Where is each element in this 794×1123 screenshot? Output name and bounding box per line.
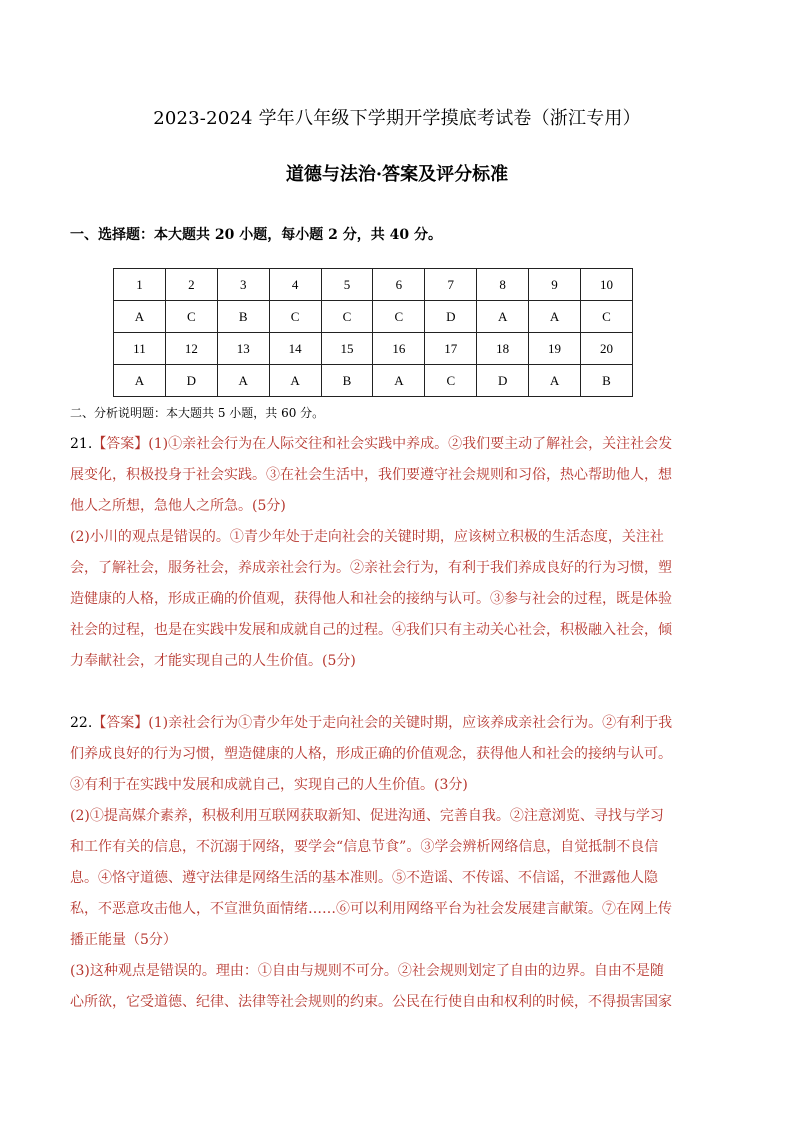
- answer-tag: 【答案】: [92, 436, 149, 452]
- table-cell: C: [373, 301, 425, 333]
- table-cell: 20: [581, 333, 633, 365]
- table-cell: C: [165, 301, 217, 333]
- table-cell: 9: [529, 269, 581, 301]
- table-cell: 6: [373, 269, 425, 301]
- question-number: 22.: [70, 715, 93, 731]
- table-cell: 2: [165, 269, 217, 301]
- table-cell: 13: [217, 333, 269, 365]
- table-cell: A: [269, 365, 321, 397]
- table-cell: 3: [217, 269, 269, 301]
- table-cell: C: [269, 301, 321, 333]
- answer-tag: 【答案】: [92, 715, 149, 731]
- section2-heading: 二、分析说明题：本大题共 5 小题，共 60 分。: [70, 406, 325, 420]
- table-cell: A: [529, 365, 581, 397]
- table-cell: D: [477, 365, 529, 397]
- answer-22: [70, 708, 676, 1018]
- table-cell: 11: [114, 333, 166, 365]
- table-cell: A: [114, 365, 166, 397]
- table-cell: 4: [269, 269, 321, 301]
- table-cell: B: [581, 365, 633, 397]
- table-cell: A: [529, 301, 581, 333]
- table-cell: B: [217, 301, 269, 333]
- answer-21: [70, 429, 676, 677]
- table-cell: 7: [425, 269, 477, 301]
- table-cell: D: [165, 365, 217, 397]
- table-cell: 16: [373, 333, 425, 365]
- table-cell: A: [217, 365, 269, 397]
- table-cell: C: [425, 365, 477, 397]
- table-cell: C: [321, 301, 373, 333]
- table-cell: 10: [581, 269, 633, 301]
- table-cell: 17: [425, 333, 477, 365]
- table-cell: A: [114, 301, 166, 333]
- page-subtitle: 道德与法治·答案及评分标准: [285, 164, 509, 185]
- table-row: [114, 301, 633, 333]
- answer-table: [113, 268, 633, 397]
- question-number: 21.: [70, 436, 93, 452]
- table-cell: 19: [529, 333, 581, 365]
- table-row: [114, 269, 633, 301]
- answer-22-part3: (3)这种观点是错误的。理由：①自由与规则不可分。②社会规则划定了自由的边界。自由不是随心所欲，它受道德、纪律、法律等社会规则的约束。公民在行使自由和权利的时候，不得损害国家: [70, 963, 672, 1010]
- table-cell: 15: [321, 333, 373, 365]
- answer-text: (1)①亲社会行为在人际交往和社会实践中养成。②我们要主动了解社会，关注社会发展变化，积极投身于社会实践。③在社会生活中，我们要遵守社会规则和习俗，热心帮助他人，想他人之所想，急他人之所急。(5分): [70, 436, 673, 514]
- table-row: [114, 365, 633, 397]
- table-cell: 14: [269, 333, 321, 365]
- section1-heading: 一、选择题：本大题共 20 小题，每小题 2 分，共 40 分。: [70, 227, 442, 243]
- table-cell: B: [321, 365, 373, 397]
- answer-text: (1)亲社会行为①青少年处于走向社会的关键时期，应该养成亲社会行为。②有利于我们养成良好的行为习惯，塑造健康的人格，形成正确的价值观念，获得他人和社会的接纳与认可。③有利于在实践中发展和成就自己，实现自己的人生价值。(3分): [70, 715, 673, 793]
- table-cell: 8: [477, 269, 529, 301]
- table-cell: 5: [321, 269, 373, 301]
- table-cell: C: [581, 301, 633, 333]
- table-cell: 12: [165, 333, 217, 365]
- table-cell: D: [425, 301, 477, 333]
- table-cell: A: [373, 365, 425, 397]
- table-row: [114, 333, 633, 365]
- answer-22-part2: (2)①提高媒介素养，积极利用互联网获取新知、促进沟通、完善自我。②注意浏览、寻找与学习和工作有关的信息，不沉溺于网络，要学会“信息节食”。③学会辨析网络信息，自觉抵制不良信息。④恪守道德、遵守法律是网络生活的基本准则。⑤不造谣、不传谣、不信谣，不泄露他人隐私，不恶意攻击他人，不宣泄负面情绪……⑥可以利用网络平台为社会发展建言献策。⑦在网上传播正能量（5分）: [70, 808, 672, 948]
- answer-22-part1: [70, 708, 676, 801]
- table-cell: 1: [114, 269, 166, 301]
- page-title: 2023-2024 学年八年级下学期开学摸底考试卷（浙江专用）: [153, 108, 641, 129]
- answer-21-part1: [70, 429, 676, 522]
- answer-21-part2: (2)小川的观点是错误的。①青少年处于走向社会的关键时期，应该树立积极的生活态度，关注社会，了解社会，服务社会，养成亲社会行为。②亲社会行为，有利于我们养成良好的行为习惯，塑造健康的人格，形成正确的价值观，获得他人和社会的接纳与认可。③参与社会的过程，既是体验社会的过程，也是在实践中发展和成就自己的过程。④我们只有主动关心社会，积极融入社会，倾力奉献社会，才能实现自己的人生价值。(5分): [70, 529, 672, 669]
- table-cell: 18: [477, 333, 529, 365]
- table-cell: A: [477, 301, 529, 333]
